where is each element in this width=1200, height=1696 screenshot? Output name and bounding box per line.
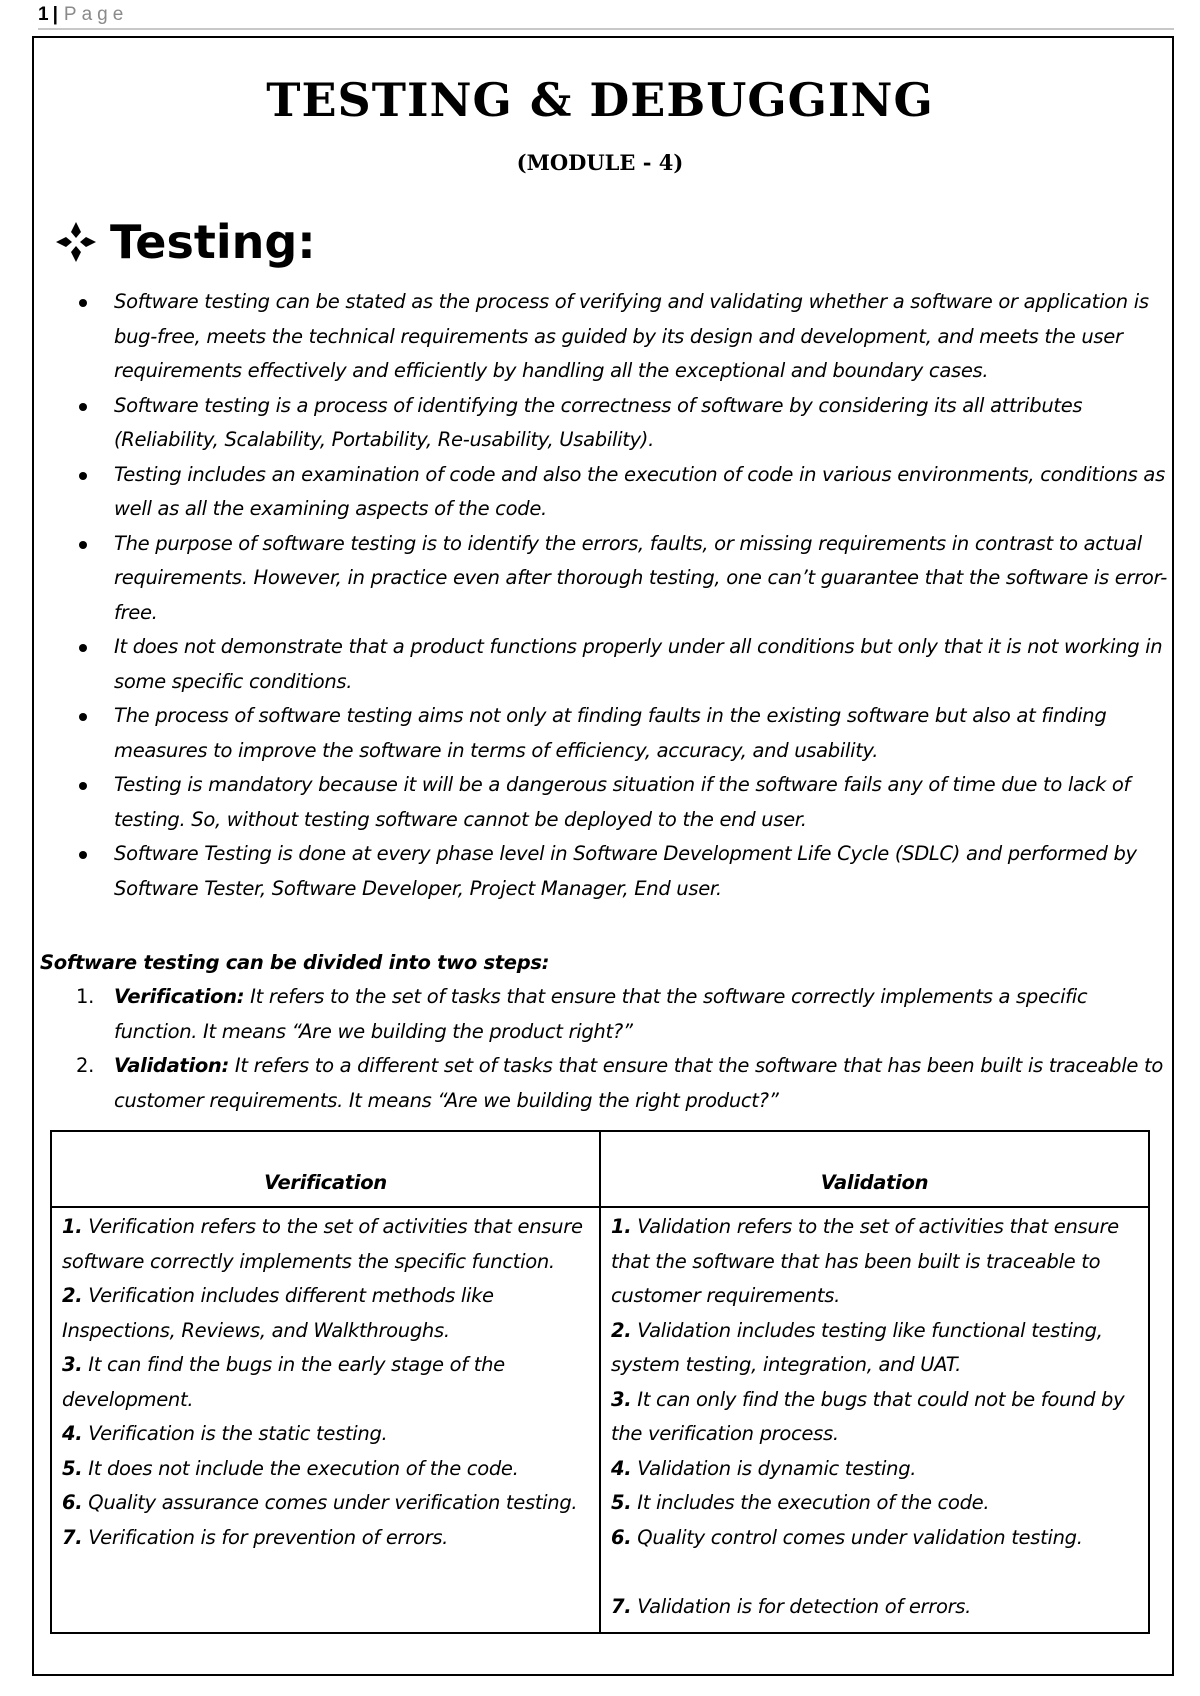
bullet-text: It does not demonstrate that a product functions properly under all conditions but only that it is not working in some specific conditions. bbox=[114, 635, 1163, 693]
bullet-icon bbox=[79, 644, 87, 652]
bullet-text: Testing is mandatory because it will be a dangerous situation if the software fails any of time due to lack of testing. So, without testing software cannot be deployed to the end user. bbox=[114, 773, 1131, 831]
table-row bbox=[51, 1207, 1149, 1633]
table-item bbox=[611, 1521, 1138, 1556]
verification-cell bbox=[51, 1207, 600, 1633]
table-item bbox=[62, 1210, 589, 1279]
item-text: Verification is the static testing. bbox=[82, 1422, 388, 1445]
item-number: 2. bbox=[62, 1284, 83, 1307]
bullet-text: The process of software testing aims not only at finding faults in the existing software but also at finding measures to improve the software in terms of efficiency, accuracy, and usability. bbox=[114, 704, 1107, 762]
item-text: Quality control comes under validation testing. bbox=[631, 1525, 1083, 1549]
diamond-four-icon bbox=[54, 220, 98, 264]
list-item bbox=[114, 285, 1174, 389]
bullet-icon bbox=[79, 541, 87, 549]
table-item bbox=[611, 1210, 1138, 1314]
list-item bbox=[114, 630, 1174, 699]
list-item bbox=[114, 458, 1174, 527]
item-number: 4. bbox=[611, 1456, 632, 1480]
table-item bbox=[62, 1452, 589, 1487]
bullet-text: Software testing can be stated as the process of verifying and validating whether a software or application is bug-free, meets the technical requirements as guided by its design and development, and meets the user requirements effectively and efficiently by handling all the exceptional and boundary cases. bbox=[114, 290, 1149, 382]
bullet-icon bbox=[79, 713, 87, 721]
page-separator: | bbox=[52, 4, 58, 25]
item-text: Verification refers to the set of activities that ensure software correctly implements the specific function. bbox=[62, 1215, 583, 1273]
item-number: 4. bbox=[62, 1422, 83, 1445]
item-number: 6. bbox=[611, 1525, 632, 1549]
list-item bbox=[114, 527, 1174, 631]
list-item bbox=[114, 837, 1174, 906]
item-text: It can only find the bugs that could not be found by the verification process. bbox=[611, 1387, 1125, 1445]
item-number: 5. bbox=[611, 1491, 632, 1514]
item-number: 5. bbox=[62, 1456, 83, 1480]
table-item bbox=[611, 1452, 1138, 1487]
table-item bbox=[611, 1486, 1138, 1521]
section-testing bbox=[54, 210, 316, 274]
page-label: Page bbox=[63, 4, 129, 25]
item-text: Validation includes testing like functional testing, system testing, integration, and UAT. bbox=[611, 1318, 1103, 1376]
item-text: Validation is dynamic testing. bbox=[631, 1456, 917, 1480]
item-number: 7. bbox=[62, 1525, 83, 1549]
document-title: TESTING & DEBUGGING bbox=[266, 73, 934, 127]
item-text: It can find the bugs in the early stage of the development. bbox=[62, 1353, 505, 1411]
page-number: 1 bbox=[38, 4, 49, 25]
item-text: Quality assurance comes under verification testing. bbox=[82, 1491, 578, 1514]
item-number: 3. bbox=[62, 1353, 83, 1376]
table-item bbox=[611, 1383, 1138, 1452]
blank-line bbox=[611, 1555, 1138, 1590]
validation-cell bbox=[600, 1207, 1149, 1633]
item-number: 6. bbox=[62, 1491, 83, 1514]
item-number: 1. bbox=[611, 1215, 632, 1238]
testing-steps-list bbox=[76, 980, 1174, 1118]
list-item bbox=[114, 699, 1174, 768]
bullet-text: The purpose of software testing is to identify the errors, faults, or missing requirements in contrast to actual requirements. However, in practice even after thorough testing, one can’t guarantee that the software is error-free. bbox=[114, 531, 1167, 624]
step-term: Validation: bbox=[114, 1054, 230, 1077]
column-header-validation: Validation bbox=[600, 1131, 1149, 1207]
step-text: It refers to a different set of tasks that ensure that the software that has been built is traceable to customer requirements. It means “Are we building the right product?” bbox=[114, 1054, 1163, 1112]
bullet-text: Testing includes an examination of code and also the execution of code in various environments, conditions as well as all the examining aspects of the code. bbox=[114, 462, 1165, 520]
list-item bbox=[114, 768, 1174, 837]
bullet-icon bbox=[79, 403, 87, 411]
list-item bbox=[114, 389, 1174, 458]
table-item bbox=[611, 1314, 1138, 1383]
testing-bullet-list bbox=[114, 285, 1174, 906]
bullet-text: Software Testing is done at every phase level in Software Development Life Cycle (SDLC) and performed by Software Tester, Software Developer, Project Manager, End user. bbox=[114, 842, 1137, 900]
item-number: 1. bbox=[62, 1215, 83, 1238]
table-item bbox=[62, 1348, 589, 1417]
item-text: Verification is for prevention of errors. bbox=[82, 1525, 449, 1549]
item-number: 7. bbox=[611, 1594, 632, 1618]
table-item bbox=[62, 1486, 589, 1521]
bullet-icon bbox=[79, 299, 87, 307]
bullet-icon bbox=[79, 851, 87, 859]
steps-intro: Software testing can be divided into two steps: bbox=[40, 951, 550, 974]
item-text: Validation refers to the set of activities that ensure that the software that has been built is traceable to customer requirements. bbox=[611, 1215, 1119, 1307]
item-text: It includes the execution of the code. bbox=[631, 1491, 990, 1514]
table-item bbox=[62, 1417, 589, 1452]
column-header-verification: Verification bbox=[51, 1131, 600, 1207]
bullet-icon bbox=[79, 472, 87, 480]
item-text: Validation is for detection of errors. bbox=[631, 1594, 972, 1618]
bullet-text: Software testing is a process of identifying the correctness of software by considering its all attributes (Reliability, Scalability, Portability, Re-usability, Usability). bbox=[114, 393, 1083, 451]
step-number: 2. bbox=[76, 1054, 95, 1077]
list-item bbox=[76, 980, 1174, 1049]
section-heading: Testing: bbox=[110, 215, 316, 269]
step-number: 1. bbox=[76, 985, 95, 1008]
table-item bbox=[62, 1521, 589, 1556]
table-item bbox=[62, 1279, 589, 1348]
document-subtitle: (MODULE - 4) bbox=[516, 150, 684, 175]
step-text: It refers to the set of tasks that ensure that the software correctly implements a specific function. It means “Are we building the product right?” bbox=[114, 985, 1088, 1043]
table-header-row bbox=[51, 1131, 1149, 1207]
step-term: Verification: bbox=[114, 985, 245, 1008]
verification-validation-table bbox=[50, 1130, 1150, 1634]
item-text: It does not include the execution of the code. bbox=[82, 1456, 519, 1480]
item-text: Verification includes different methods like Inspections, Reviews, and Walkthroughs. bbox=[62, 1284, 494, 1342]
list-item bbox=[76, 1049, 1174, 1118]
bullet-icon bbox=[79, 782, 87, 790]
page-header bbox=[38, 2, 1174, 30]
table-item bbox=[611, 1590, 1138, 1625]
item-number: 3. bbox=[611, 1387, 632, 1411]
item-number: 2. bbox=[611, 1318, 632, 1342]
